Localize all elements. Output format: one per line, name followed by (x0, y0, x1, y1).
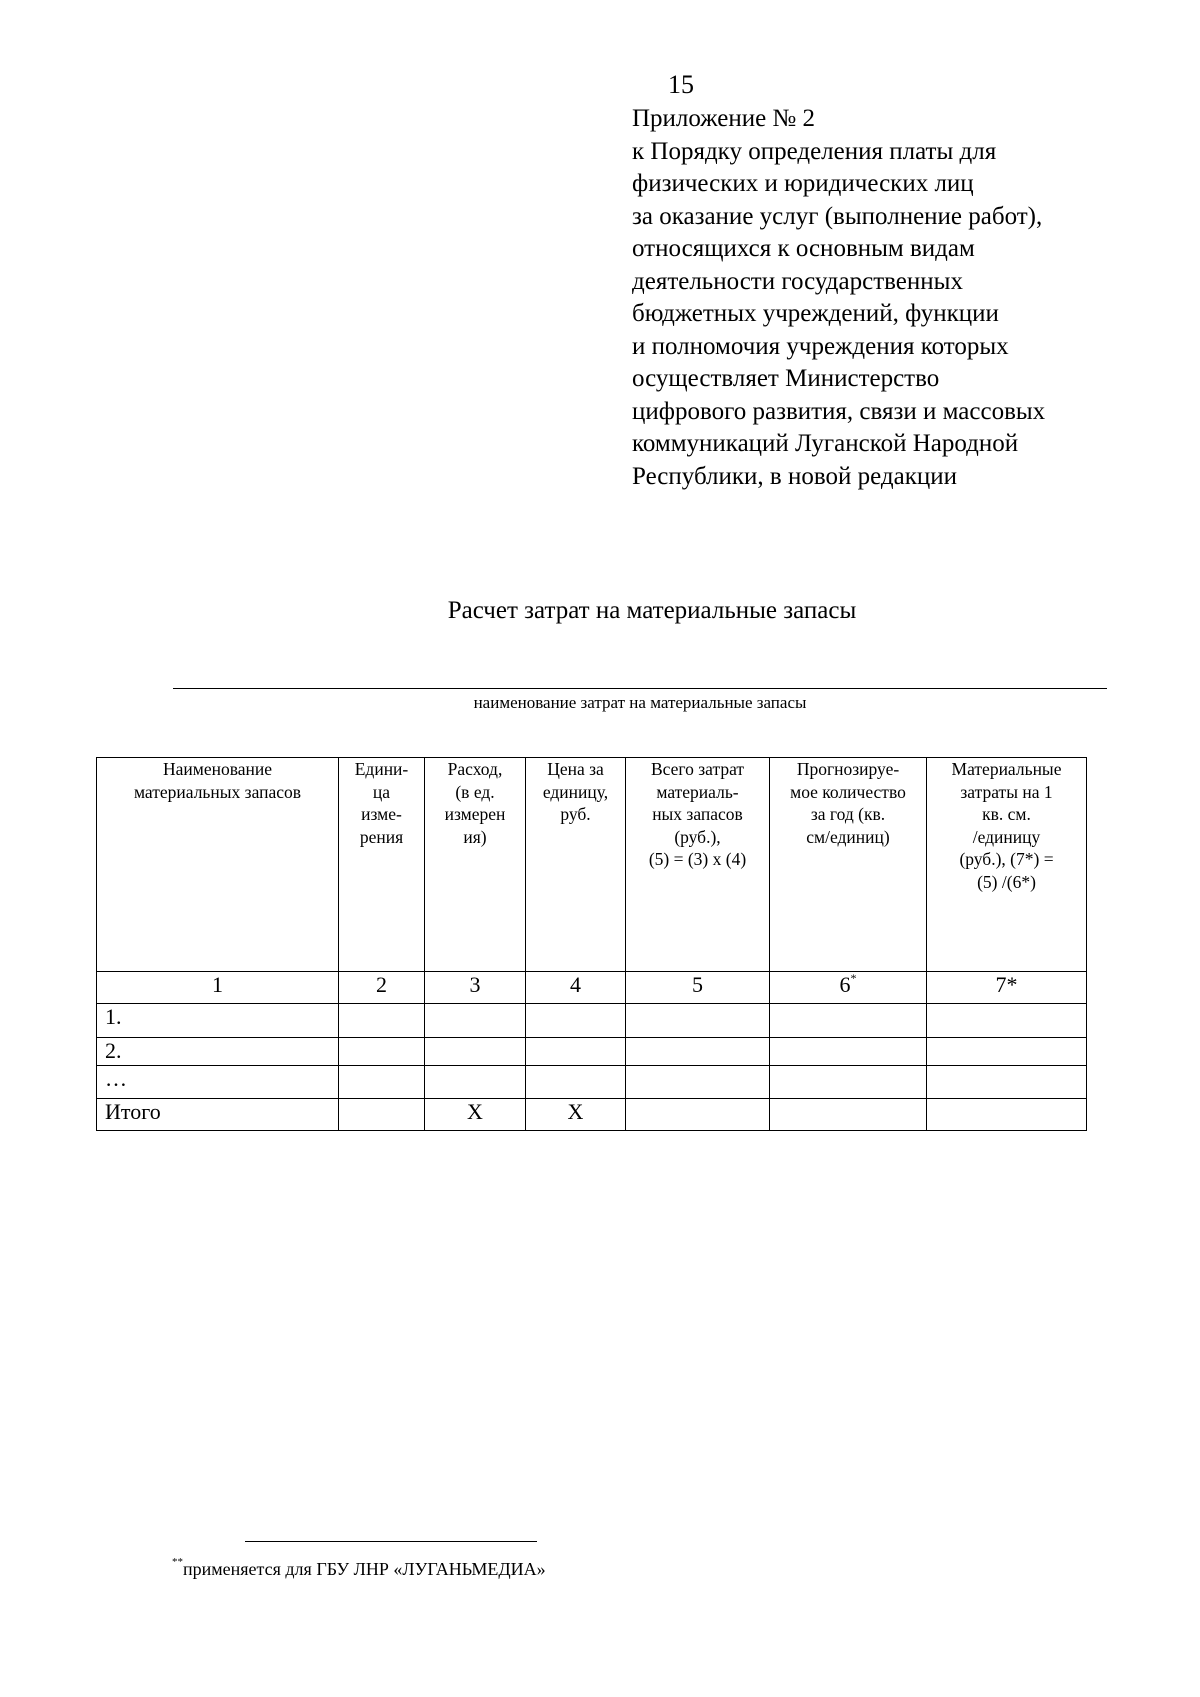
appendix-block (632, 103, 1172, 493)
table-cell (339, 1066, 425, 1099)
row-label: 1. (97, 1004, 339, 1038)
table-cell: X (425, 1099, 526, 1131)
table-row (97, 1038, 1087, 1066)
table-cell (626, 1099, 770, 1131)
table-header-row (97, 758, 1087, 972)
footnote-mark: ** (172, 1556, 183, 1568)
calculation-table (96, 757, 1087, 1131)
table-cell (339, 1038, 425, 1066)
fill-in-line (173, 688, 1107, 689)
page-number: 15 (668, 70, 694, 99)
table-cell (927, 1066, 1087, 1099)
table-cell (339, 1099, 425, 1131)
header-cell-unit-cost: Материальные затраты на 1 кв. см. /единицу (руб.), (7*) = (5) /(6*) (927, 758, 1087, 972)
table-cell (526, 1004, 626, 1038)
appendix-line: деятельности государственных (632, 267, 963, 295)
column-number: 1 (97, 972, 339, 1004)
footnote-text: применяется для ГБУ ЛНР «ЛУГАНЬМЕДИА» (183, 1559, 546, 1579)
column-number: 4 (526, 972, 626, 1004)
row-label: … (97, 1066, 339, 1099)
fill-in-caption: наименование затрат на материальные запасы (473, 693, 807, 712)
table-cell (770, 1099, 927, 1131)
table-cell (425, 1066, 526, 1099)
table-cell (339, 1004, 425, 1038)
row-label: 2. (97, 1038, 339, 1066)
table-cell (770, 1038, 927, 1066)
appendix-line: физических и юридических лиц (632, 170, 974, 197)
table-cell (626, 1066, 770, 1099)
column-number: 3 (425, 972, 526, 1004)
table-cell (626, 1004, 770, 1038)
header-cell-price: Цена за единицу, руб. (526, 758, 626, 972)
appendix-line: за оказание услуг (выполнение работ), (632, 202, 1043, 230)
table-row (97, 1066, 1087, 1099)
appendix-line: и полномочия учреждения которых (632, 332, 1009, 360)
table-row-total (97, 1099, 1087, 1131)
column-number: 6* (770, 972, 927, 1004)
table-cell (927, 1004, 1087, 1038)
column-number-row (97, 972, 1087, 1004)
appendix-line: Республики, в новой редакции (632, 462, 957, 490)
table-cell (526, 1066, 626, 1099)
header-cell-consumption: Расход, (в ед. измерен ия) (425, 758, 526, 972)
table-cell (770, 1066, 927, 1099)
table-row (97, 1004, 1087, 1038)
table-cell: X (526, 1099, 626, 1131)
header-cell-total: Всего затрат материаль- ных запасов (руб.), (5) = (3) х (4) (626, 758, 770, 972)
appendix-line: Приложение № 2 (632, 105, 816, 132)
document-title: Расчет затрат на материальные запасы (447, 597, 857, 624)
header-cell-unit: Едини- ца изме- рения (339, 758, 425, 972)
appendix-line: коммуникаций Луганской Народной (632, 430, 1019, 457)
table-cell (927, 1099, 1087, 1131)
column-number: 7* (927, 972, 1087, 1004)
table-cell (770, 1004, 927, 1038)
header-cell-forecast: Прогнозируе- мое количество за год (кв. см/единиц) (770, 758, 927, 972)
column-number: 2 (339, 972, 425, 1004)
footnote-separator (245, 1541, 537, 1542)
footnote (172, 1557, 546, 1581)
header-cell-name: Наименование материальных запасов (97, 758, 339, 972)
table-cell (927, 1038, 1087, 1066)
appendix-line: осуществляет Министерство (632, 365, 940, 392)
table-cell (425, 1004, 526, 1038)
column-number: 5 (626, 972, 770, 1004)
table-cell (626, 1038, 770, 1066)
row-label: Итого (97, 1099, 339, 1131)
appendix-line: к Порядку определения платы для (632, 137, 997, 165)
appendix-line: бюджетных учреждений, функции (632, 300, 999, 327)
table-cell (425, 1038, 526, 1066)
appendix-line: относящихся к основным видам (632, 235, 975, 262)
appendix-line: цифрового развития, связи и массовых (632, 397, 1046, 425)
footnote-mark: * (850, 971, 857, 985)
table-cell (526, 1038, 626, 1066)
